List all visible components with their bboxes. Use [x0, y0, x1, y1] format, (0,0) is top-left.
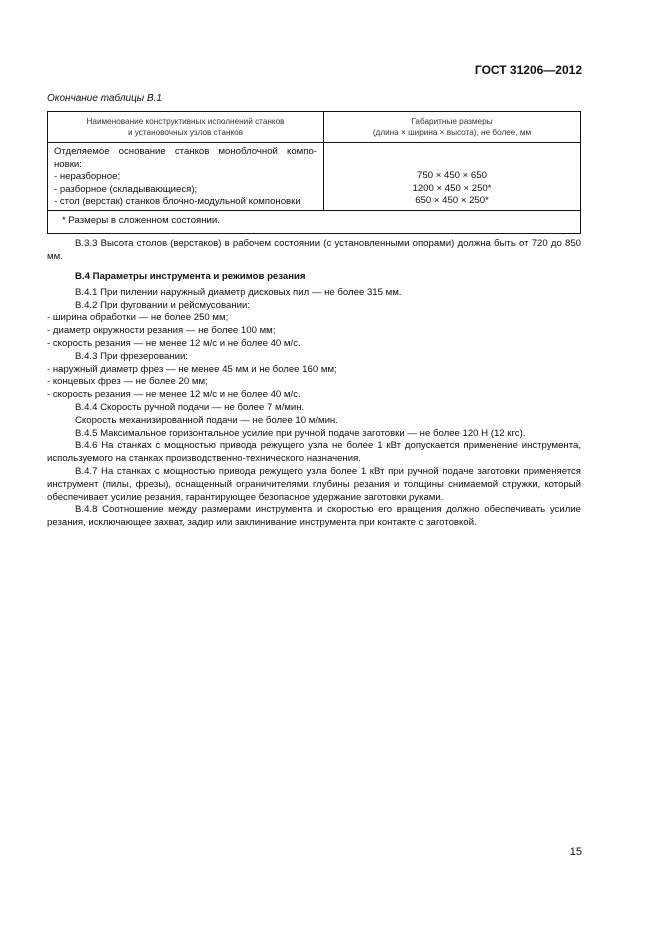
text-line: - скорость резания — не менее 12 м/с и не более 40 м/с.	[47, 389, 301, 401]
text-line: В.4.4 Скорость ручной подачи — не более 7 м/мин.	[75, 401, 305, 413]
document-code: ГОСТ 31206—2012	[474, 63, 582, 77]
cell-value: 750 × 450 × 650	[417, 170, 487, 182]
paragraph-b33: В.3.3 Высота столов (верстаков) в рабочем состоянии (с установленными опорами) должна быть от 720 до 850 мм.	[47, 238, 581, 262]
text-line: - диаметр окружности резания — не более 100 мм;	[47, 325, 276, 337]
cell-value: 650 × 450 × 250*	[415, 195, 489, 207]
paragraph-b47: В.4.7 На станках с мощностью привода режущего узла более 1 кВт при ручной подаче заготовки применяется инструмент (пилы, фрезы), оснащенный ограничителями глубины резания и толщины снимаемой стружки, который обеспечивает усилие резания, гарантирующее безопасное удержание заготовки руками.	[47, 465, 581, 503]
text-line: - концевых фрез — не более 20 мм;	[47, 376, 208, 388]
text-line: - ширина обработки — не более 250 мм;	[47, 312, 229, 324]
paragraph-b48: В.4.8 Соотношение между размерами инструмента и скоростью его вращения должно обеспечивать усилие резания, исключающее захват, задир или заклинивание инструмента при контакте с заготовкой.	[47, 504, 581, 529]
table-header-row	[48, 112, 581, 143]
cell-line: - неразборное;	[54, 171, 121, 183]
text-line: - скорость резания — не менее 12 м/с и не более 40 м/с.	[47, 337, 301, 349]
table-row	[48, 143, 581, 211]
section-heading: В.4 Параметры инструмента и режимов резания	[75, 271, 306, 282]
cell-spacer	[328, 146, 576, 170]
text-line: Скорость механизированной подачи — не более 10 м/мин.	[75, 414, 338, 426]
col-header-name-line: Наименование конструктивных исполнений станков	[86, 117, 285, 126]
cell-line: - разборное (складывающиеся);	[54, 183, 198, 195]
text-line: - наружный диаметр фрез — не менее 45 мм и не более 160 мм;	[47, 363, 337, 375]
page-number: 15	[569, 846, 582, 858]
cell-line: Отделяемое основание станков моноблочной компо-	[54, 146, 317, 158]
table-footnote: * Размеры в сложенном состоянии.	[48, 211, 581, 233]
col-header-dimensions-line: Габаритные размеры	[411, 117, 493, 126]
table-caption: Окончание таблицы В.1	[47, 93, 162, 104]
table-cell-values	[324, 143, 581, 211]
section-b4	[47, 271, 581, 530]
table-cell-name	[48, 143, 324, 211]
cell-line: новки:	[54, 158, 82, 170]
cell-value: 1200 × 450 × 250*	[412, 182, 492, 194]
dimensions-table	[47, 111, 581, 234]
text-line: В.4.2 При фуговании и рейсмусовании:	[75, 299, 251, 311]
col-header-dimensions	[324, 112, 581, 143]
text-line: В.4.5 Максимальное горизонтальное усилие при ручной подаче заготовки — не более 120 Н (12 кгс).	[75, 427, 526, 439]
paragraph-b46: В.4.6 На станках с мощностью привода режущего узла не более 1 кВт допускается применение инструмента, используемого на станках производственно-технического назначения.	[47, 440, 581, 465]
col-header-name	[48, 112, 324, 143]
cell-line: - стол (верстак) станков блочно-модульной компоновки	[54, 196, 301, 207]
col-header-dimensions-line: (длина × ширина × высота), не более, мм	[372, 128, 532, 138]
text-line: В.4.3 При фрезеровании:	[75, 350, 188, 362]
text-line: В.4.1 При пилении наружный диаметр дисковых пил — не более 315 мм.	[75, 286, 402, 298]
table-footnote-row	[48, 211, 581, 233]
paragraph-b33-block	[47, 238, 581, 264]
col-header-name-line: и установочных узлов станков	[127, 128, 244, 138]
